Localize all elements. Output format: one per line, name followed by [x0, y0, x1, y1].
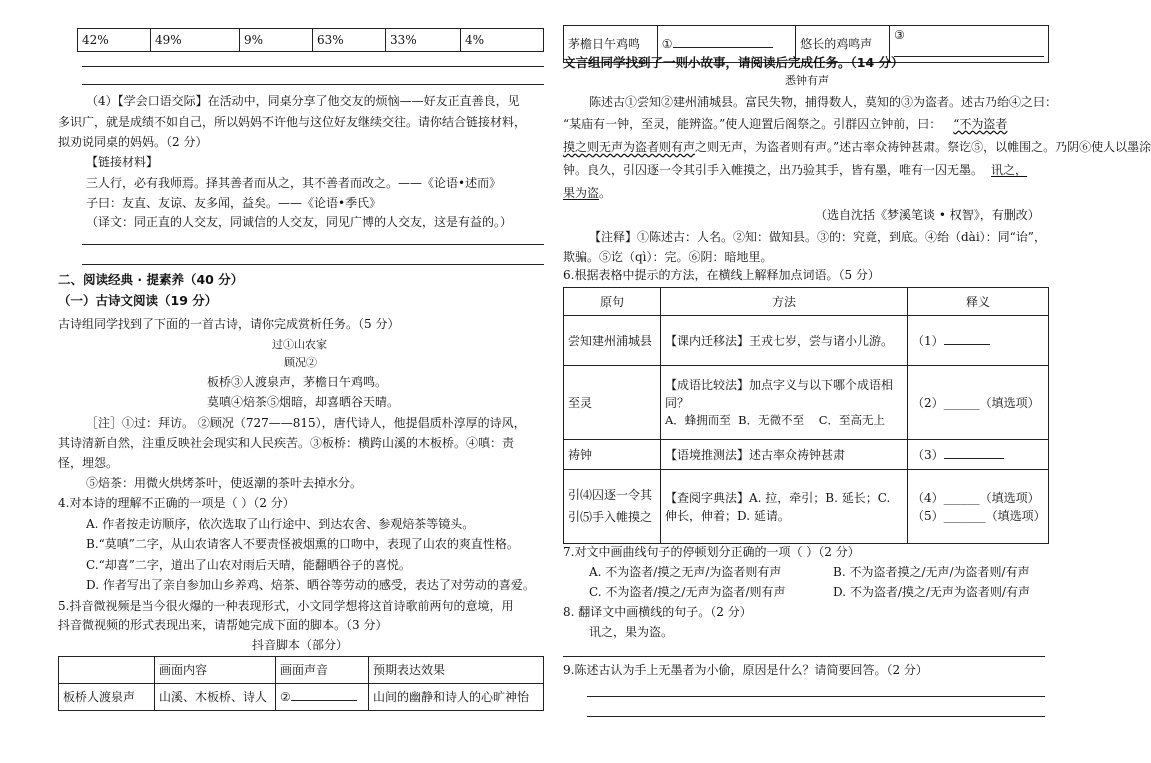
- story-source: （选自沈括《梦溪笔谈 • 权智》，有删改）: [815, 208, 1040, 222]
- question-9: 9.陈述古认为手上无墨者为小偷，原因是什么？请简要回答。（2 分）: [563, 663, 928, 677]
- answer-4[interactable]: （4）______（填选项）: [912, 490, 1040, 505]
- answer-marker: （3）: [912, 447, 944, 462]
- percent-cell: 9%: [240, 29, 313, 52]
- vocab-source: 尝知建州浦城县: [564, 316, 661, 366]
- script-caption: 抖音脚本（部分）: [252, 638, 349, 652]
- story-notes: 欺骗。⑤讫（qì）：完。⑥阴：暗地里。: [563, 250, 773, 264]
- poem-notes: 怪，埋怨。: [58, 456, 119, 470]
- story-segment: 钟。良久，引囚逐一令其引手入帷摸之，出乃验其手，皆有墨，唯有一囚无墨。: [563, 163, 984, 177]
- script-cell: 板桥人渡泉声: [59, 684, 155, 711]
- percent-cell: 49%: [151, 29, 240, 52]
- vocab-header: 原句: [564, 288, 661, 316]
- underlined-sentence: 讯之，: [991, 163, 1028, 177]
- script-cell: 山溪、木板桥、诗人: [155, 684, 276, 711]
- answer-line[interactable]: [82, 84, 544, 85]
- classical-intro: 文言组同学找到了一则小故事，请阅读后完成任务。（14 分）: [563, 55, 904, 70]
- vocab-method: 【查阅字典法】A. 拉，牵引；B. 延长；C. 伸长，伸着；D. 延请。: [661, 470, 908, 544]
- question-6: 6.根据表格中提示的方法，在横线上解释加点词语。（5 分）: [563, 268, 880, 282]
- answer-marker: （1）: [912, 333, 944, 348]
- percent-cell: 63%: [313, 29, 386, 52]
- story-text: [563, 140, 1151, 155]
- vocab-answer[interactable]: [908, 470, 1049, 544]
- vocab-method: 【课内迁移法】王戎七岁，尝与诸小儿游。: [661, 316, 908, 366]
- story-notes: 【注释】①陈述古：人名。②知：做知县。③的：究竟，到底。④绐（dài）：同“诒”，: [589, 230, 1046, 244]
- poem-intro: 古诗组同学找到了下面的一首古诗，请你完成赏析任务。（5 分）: [58, 317, 400, 331]
- poem-author: 顾况②: [284, 356, 317, 369]
- q4-speaking-prompt: （4）【学会口语交际】在活动中，同桌分享了他交友的烦恼——好友正直善良，见: [86, 94, 520, 108]
- answer-marker: ③: [894, 28, 905, 42]
- q7-option[interactable]: B. 不为盗者摸之/无声/为盗者则/有声: [833, 565, 1030, 579]
- vocab-answer[interactable]: [908, 316, 1049, 366]
- question-5: 抖音微视频的形式表现出来，请帮她完成下面的脚本。（3 分）: [58, 618, 388, 632]
- story-text: [563, 117, 1007, 132]
- poem-notes: ⑤焙茶：用微火烘烤茶叶，使返潮的茶叶去掉水分。: [86, 476, 363, 490]
- answer-5[interactable]: （5）_______（填选项）: [912, 508, 1046, 523]
- story-text: [563, 163, 1027, 178]
- percent-cell: 4%: [461, 29, 544, 52]
- answer-marker: ②: [280, 690, 291, 704]
- q4-speaking-prompt: 拟劝说同桌的妈妈。（2 分）: [58, 135, 208, 149]
- method-text: 【成语比较法】加点字义与以下哪个成语相同？: [665, 377, 894, 410]
- vocab-header: 释义: [908, 288, 1049, 316]
- percent-table: [77, 28, 544, 52]
- answer-blank[interactable]: [894, 45, 1044, 57]
- percent-cell: 42%: [78, 29, 151, 52]
- poem-line: 莫嗔④焙茶⑤烟暗，却喜晒谷天晴。: [207, 395, 400, 409]
- vocab-table: [563, 287, 1049, 544]
- poem-line: 板桥③人渡泉声，茅檐日午鸡鸣。: [207, 375, 388, 389]
- subsection-title: （一）古诗文阅读（19 分）: [58, 293, 218, 308]
- script-table: [58, 656, 544, 711]
- vocab-answer[interactable]: [908, 440, 1049, 470]
- vocab-method: 【语境推测法】述古率众祷钟甚肃: [661, 440, 908, 470]
- question-4: 4.对本诗的理解不正确的一项是（ ）（2 分）: [58, 496, 295, 510]
- answer-blank[interactable]: [944, 333, 990, 345]
- answer-blank[interactable]: [944, 447, 1004, 459]
- underlined-sentence: 果为盗: [563, 186, 600, 200]
- answer-line[interactable]: [587, 696, 1045, 697]
- q7-option[interactable]: A. 不为盗者/摸之无声/为盗者则有声: [589, 565, 782, 579]
- answer-line[interactable]: [587, 716, 1045, 717]
- q4-option[interactable]: A. 作者按走访顺序，依次选取了山行途中、到达农舍、参观焙茶等镜头。: [86, 517, 475, 531]
- answer-blank[interactable]: [291, 689, 357, 701]
- script-header: [59, 657, 155, 684]
- script-answer-cell[interactable]: [276, 684, 369, 711]
- wavy-underlined-sentence: 摸之则无声为盗者则有声: [563, 140, 696, 154]
- answer-marker: ①: [661, 37, 673, 51]
- q4-option[interactable]: B.“莫嗔”二字，从山农请客人不要责怪被烟熏的口吻中，表现了山农的爽直性格。: [86, 537, 519, 551]
- answer-blank[interactable]: [673, 36, 773, 48]
- answer-line[interactable]: [82, 66, 544, 67]
- percent-cell: 33%: [386, 29, 461, 52]
- question-8: 8. 翻译文中画横线的句子。（2 分）: [563, 605, 752, 619]
- vocab-source: 祷钟: [564, 440, 661, 470]
- answer-line[interactable]: [563, 656, 1045, 657]
- script-header: 画面声音: [276, 657, 369, 684]
- q8-sentence: 讯之，果为盗。: [589, 625, 674, 639]
- link-material-line: 三人行，必有我师焉。择其善者而从之，其不善者而改之。——《论语•述而》: [86, 176, 502, 190]
- q7-option[interactable]: C. 不为盗者/摸之/无声为盗者/则有声: [589, 585, 786, 599]
- link-material-line: 子曰：友直、友谅、友多闻，益矣。——《论语•季氏》: [86, 196, 382, 210]
- wavy-underlined-sentence: “不为盗者: [953, 117, 1008, 131]
- poem-notes: ［注］①过：拜访。 ②顾况（727——815），唐代诗人，他提倡质朴淳厚的诗风，: [86, 416, 526, 430]
- q7-option[interactable]: D. 不为盗者/摸之/无声为盗者则/有声: [833, 585, 1030, 599]
- story-segment: 之则无声，为盗者则有声。”述古率众祷钟甚肃。祭讫⑤，以帷围之。乃阴⑥使人以墨涂: [695, 140, 1151, 154]
- answer-line[interactable]: [82, 264, 544, 265]
- script-header: 预期表达效果: [369, 657, 544, 684]
- script-cell: 茅檐日午鸡鸣: [564, 26, 658, 63]
- story-title: 悉钟有声: [785, 74, 829, 87]
- q4-speaking-prompt: 多识广，就是成绩不如自己，所以妈妈不许他与这位好友继续交往。请你结合链接材料，: [58, 115, 527, 129]
- question-7: 7.对文中画曲线句子的停顿划分正确的一项（ ）（2 分）: [563, 545, 860, 559]
- link-material-line: （译文：同正直的人交友，同诚信的人交友，同见广博的人交友，这是有益的。）: [86, 215, 513, 229]
- poem-notes: 其诗清新自然，注重反映社会现实和人民疾苦。③板桥：横跨山溪的木板桥。④嗔：责: [58, 436, 515, 450]
- story-text: 果为盗。: [563, 186, 612, 200]
- vocab-header: 方法: [661, 288, 908, 316]
- script-answer-cell[interactable]: [890, 26, 1049, 63]
- question-5: 5.抖音微视频是当今很火爆的一种表现形式，小文同学想将这首诗歌前两句的意境，用: [58, 599, 514, 613]
- q4-option[interactable]: D. 作者写出了亲自参加山乡养鸡、焙茶、晒谷等劳动的感受，表达了对劳动的喜爱。: [86, 578, 535, 592]
- q4-option[interactable]: C.“却喜”二字，道出了山农对雨后天晴，能翻晒谷子的喜悦。: [86, 558, 411, 572]
- vocab-source: 至灵: [564, 366, 661, 440]
- section-title: 二、阅读经典 · 提素养（40 分）: [58, 272, 244, 287]
- method-options: A．蜂拥而至 B．无微不至 C．至高无上: [665, 412, 885, 427]
- poem-title: 过①山农家: [272, 338, 327, 351]
- answer-line[interactable]: [82, 244, 544, 245]
- vocab-source: 引⑷囚逐一令其引⑸手入帷摸之: [564, 470, 661, 544]
- link-material-label: 【链接材料】: [86, 155, 159, 169]
- story-text: 陈述古①尝知②建州浦城县。富民失物，捕得数人，莫知的③为盗者。述古乃绐④之曰：: [589, 95, 1058, 109]
- script-cell: 悠长的鸡鸣声: [796, 26, 890, 63]
- script-header: 画面内容: [155, 657, 276, 684]
- vocab-method: [661, 366, 908, 440]
- vocab-answer[interactable]: （2）______（填选项）: [908, 366, 1049, 440]
- story-segment: “某庙有一钟，至灵，能辨盗。”使人迎置后阁祭之。引群囚立钟前，曰：: [563, 117, 942, 131]
- script-cell: 山间的幽静和诗人的心旷神怡: [369, 684, 544, 711]
